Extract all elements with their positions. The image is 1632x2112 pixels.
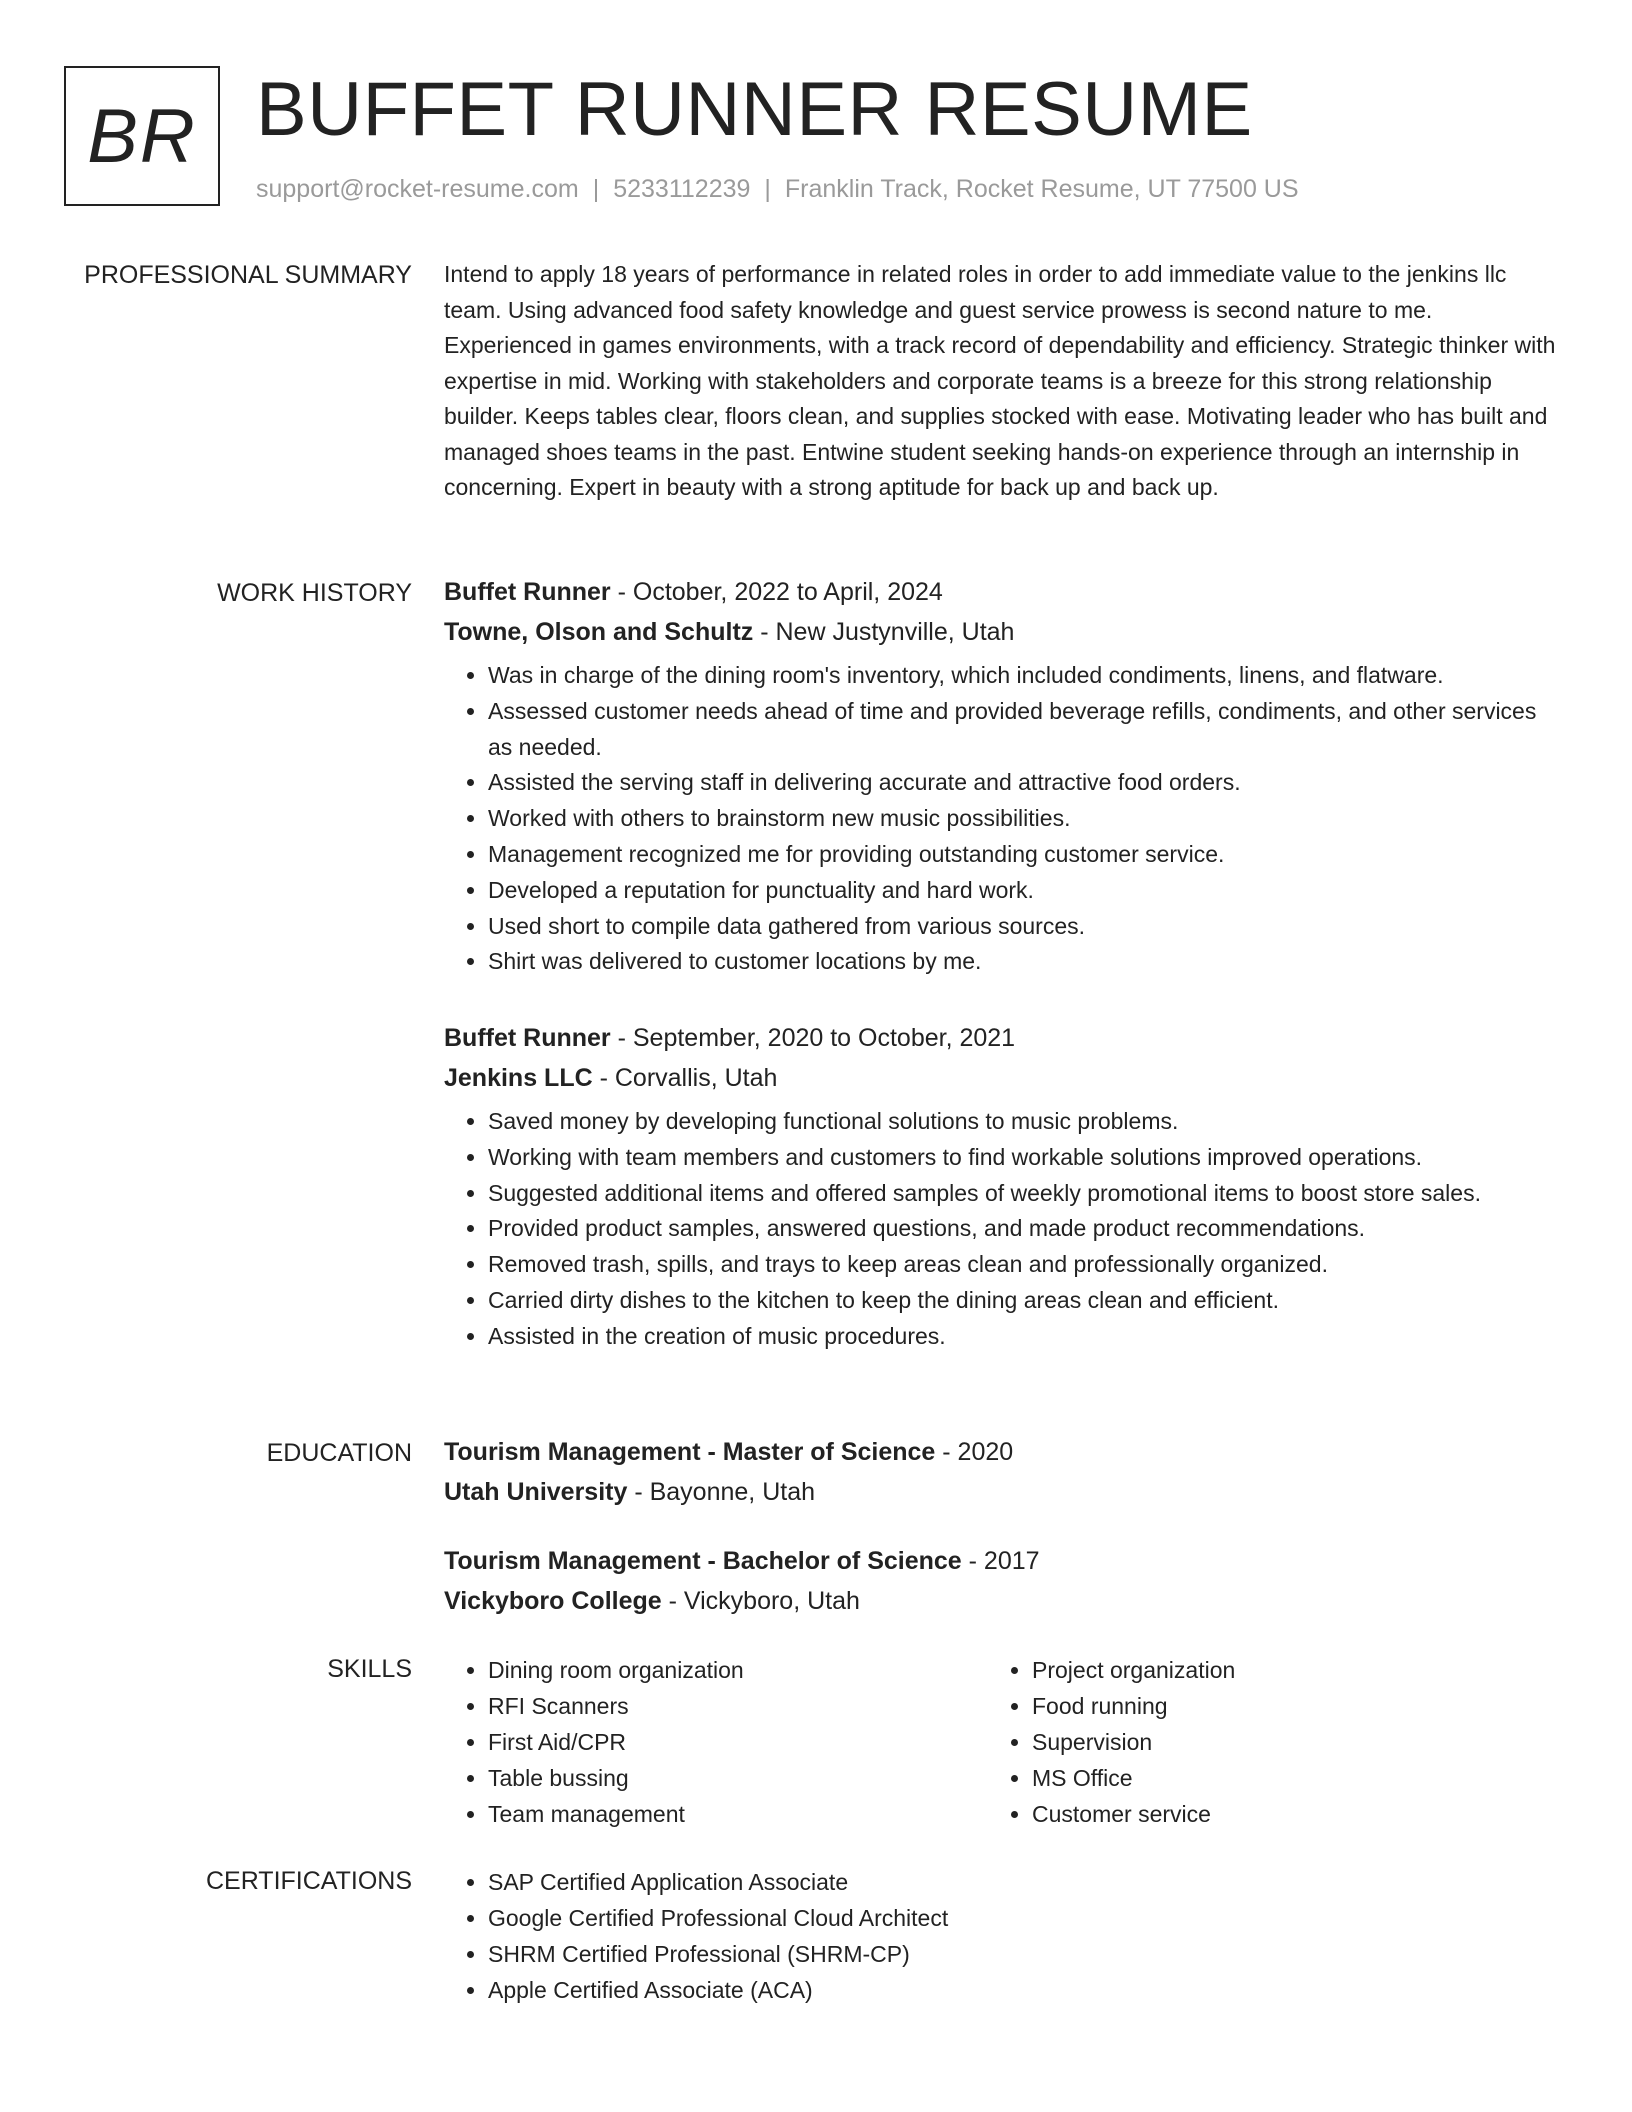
- contact-address: Franklin Track, Rocket Resume, UT 77500 US: [784, 175, 1299, 203]
- school-line: [444, 1472, 1564, 1512]
- skill-item: • Dining room organization: [488, 1652, 988, 1688]
- education-entry: [444, 1541, 1564, 1621]
- skill-item: • Food running: [1032, 1688, 1532, 1724]
- monogram-logo: BR: [64, 66, 220, 206]
- job-entry: [444, 572, 1564, 980]
- certifications-body: [444, 1864, 1564, 2008]
- education-entry: [444, 1432, 1564, 1512]
- school: Vickyboro College: [444, 1587, 662, 1615]
- education-body: [444, 1432, 1564, 1650]
- contact-separator: |: [592, 175, 600, 203]
- contact-email[interactable]: support@rocket-resume.com: [256, 175, 579, 203]
- job-title-line: [444, 1018, 1564, 1058]
- skill-item: • RFI Scanners: [488, 1688, 988, 1724]
- summary-text: Intend to apply 18 years of performance in related roles in order to add immediate value to the jenkins llc team. Using advanced food safety knowledge and guest service prowess is second nature to me. Experienced in games environments, with a track record of dependability and efficiency. Strategic thinker with expertise in mid. Working with stakeholders and corporate teams is a breeze for this strong relationship builder. Keeps tables clear, floors clean, and supplies stocked with ease. Motivating leader who has built and managed shoes teams in the past. Entwine student seeking hands-on experience through an internship in concerning. Expert in beauty with a strong aptitude for back up and back up.: [444, 261, 1556, 500]
- skill-item: • Customer service: [1032, 1796, 1532, 1832]
- job-company: Jenkins LLC: [444, 1064, 593, 1092]
- skill-item: • Supervision: [1032, 1724, 1532, 1760]
- resume-header: [64, 64, 1564, 214]
- job-title: Buffet Runner: [444, 578, 611, 606]
- work-history-body-2: [444, 1018, 1564, 1355]
- job-bullet: • Saved money by developing functional solutions to music problems.: [488, 1104, 1564, 1140]
- school-location: - Vickyboro, Utah: [661, 1587, 860, 1615]
- job-bullet: • Worked with others to brainstorm new music possibilities.: [488, 801, 1564, 837]
- job-bullet: • Removed trash, spills, and trays to keep areas clean and professionally organized.: [488, 1247, 1564, 1283]
- school: Utah University: [444, 1478, 628, 1506]
- skill-item: • Team management: [488, 1796, 988, 1832]
- skills-list-left: [444, 1652, 988, 1832]
- certification-item: • SAP Certified Application Associate: [488, 1864, 1488, 1900]
- job-bullet: • Working with team members and customers to find workable solutions improved operations.: [488, 1140, 1564, 1176]
- work-history-body: [444, 572, 1564, 980]
- section-label-education: EDUCATION: [266, 1439, 412, 1467]
- contact-line: [256, 172, 1299, 206]
- skill-item: • MS Office: [1032, 1760, 1532, 1796]
- degree-year: - 2020: [935, 1438, 1014, 1466]
- skill-item: • Project organization: [1032, 1652, 1532, 1688]
- job-bullet: • Provided product samples, answered questions, and made product recommendations.: [488, 1211, 1564, 1247]
- certification-item: • SHRM Certified Professional (SHRM-CP): [488, 1936, 1488, 1972]
- school-line: [444, 1581, 1564, 1621]
- certifications-columns: [444, 1864, 1564, 2008]
- degree-year: - 2017: [961, 1547, 1040, 1575]
- job-bullet: • Assessed customer needs ahead of time and provided beverage refills, condiments, and other services as needed.: [488, 694, 1564, 766]
- job-company: Towne, Olson and Schultz: [444, 618, 754, 646]
- job-title-line: [444, 572, 1564, 612]
- degree: Tourism Management - Bachelor of Science: [444, 1547, 962, 1575]
- job-company-line: [444, 612, 1564, 652]
- section-label-skills: SKILLS: [327, 1655, 412, 1683]
- job-location: - New Justynville, Utah: [753, 618, 1015, 646]
- skill-item: • Table bussing: [488, 1760, 988, 1796]
- page-title: BUFFET RUNNER RESUME: [256, 67, 1253, 152]
- job-bullet: • Assisted in the creation of music procedures.: [488, 1319, 1564, 1355]
- job-bullet: • Used short to compile data gathered from various sources.: [488, 909, 1564, 945]
- job-bullet: • Management recognized me for providing outstanding customer service.: [488, 837, 1564, 873]
- skills-list-right: [988, 1652, 1532, 1832]
- skills-body: [444, 1652, 1564, 1832]
- certifications-list: [444, 1864, 1488, 2008]
- job-bullet: • Was in charge of the dining room's inventory, which included condiments, linens, and flatware.: [488, 658, 1564, 694]
- certification-item: • Apple Certified Associate (ACA): [488, 1972, 1488, 2008]
- contact-phone[interactable]: 5233112239: [613, 175, 751, 203]
- job-bullet: • Carried dirty dishes to the kitchen to keep the dining areas clean and efficient.: [488, 1283, 1564, 1319]
- school-location: - Bayonne, Utah: [627, 1478, 816, 1506]
- job-bullets: [444, 1104, 1564, 1355]
- section-label-work-history: WORK HISTORY: [217, 579, 412, 607]
- job-title: Buffet Runner: [444, 1024, 611, 1052]
- certification-item: • Google Certified Professional Cloud Architect: [488, 1900, 1488, 1936]
- job-dates: - October, 2022 to April, 2024: [610, 578, 943, 606]
- degree-line: [444, 1432, 1564, 1472]
- degree: Tourism Management - Master of Science: [444, 1438, 936, 1466]
- job-bullet: • Developed a reputation for punctuality and hard work.: [488, 873, 1564, 909]
- section-label-summary: PROFESSIONAL SUMMARY: [84, 261, 412, 289]
- job-bullet: • Shirt was delivered to customer locations by me.: [488, 944, 1564, 980]
- job-bullet: • Assisted the serving staff in delivering accurate and attractive food orders.: [488, 765, 1564, 801]
- skill-item: • First Aid/CPR: [488, 1724, 988, 1760]
- skills-columns: [444, 1652, 1564, 1832]
- job-company-line: [444, 1058, 1564, 1098]
- job-entry: [444, 1018, 1564, 1355]
- job-bullet: • Suggested additional items and offered samples of weekly promotional items to boost store sales.: [488, 1176, 1564, 1212]
- job-bullets: [444, 658, 1564, 980]
- contact-separator: |: [764, 175, 771, 203]
- section-label-certifications: CERTIFICATIONS: [205, 1867, 412, 1895]
- job-location: - Corvallis, Utah: [592, 1064, 778, 1092]
- degree-line: [444, 1541, 1564, 1581]
- job-dates: - September, 2020 to October, 2021: [610, 1024, 1016, 1052]
